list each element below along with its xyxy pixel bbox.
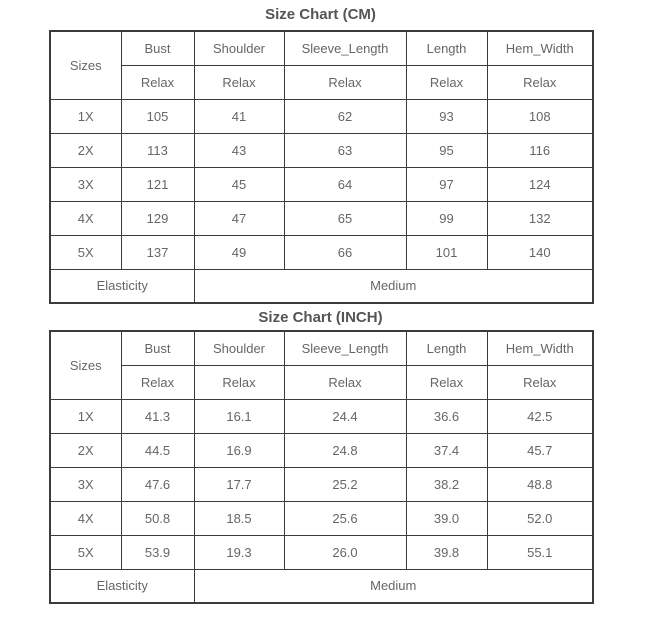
shoulder-value-cell: 17.7 bbox=[194, 467, 284, 501]
fit-cell: Relax bbox=[487, 365, 593, 399]
shoulder-value-cell: 19.3 bbox=[194, 535, 284, 569]
length-value-cell: 38.2 bbox=[406, 467, 487, 501]
column-header-hem-width: Hem_Width bbox=[487, 31, 593, 65]
table-row bbox=[50, 99, 593, 133]
shoulder-value-cell: 18.5 bbox=[194, 501, 284, 535]
table-row bbox=[50, 133, 593, 167]
column-header-bust: Bust bbox=[121, 31, 194, 65]
bust-value-cell: 105 bbox=[121, 99, 194, 133]
fit-header-row bbox=[50, 365, 593, 399]
bust-value-cell: 53.9 bbox=[121, 535, 194, 569]
elasticity-label-cell: Elasticity bbox=[50, 269, 194, 303]
sleeve-length-value-cell: 24.8 bbox=[284, 433, 406, 467]
length-value-cell: 37.4 bbox=[406, 433, 487, 467]
column-header-sleeve-length: Sleeve_Length bbox=[284, 31, 406, 65]
hem-width-value-cell: 42.5 bbox=[487, 399, 593, 433]
length-value-cell: 97 bbox=[406, 167, 487, 201]
table-row bbox=[50, 235, 593, 269]
column-header-length: Length bbox=[406, 31, 487, 65]
bust-value-cell: 44.5 bbox=[121, 433, 194, 467]
table-row bbox=[50, 501, 593, 535]
size-label-cell: 3X bbox=[50, 467, 121, 501]
fit-cell: Relax bbox=[284, 65, 406, 99]
size-label-cell: 2X bbox=[50, 133, 121, 167]
length-value-cell: 93 bbox=[406, 99, 487, 133]
hem-width-value-cell: 132 bbox=[487, 201, 593, 235]
fit-cell: Relax bbox=[406, 365, 487, 399]
column-header-shoulder: Shoulder bbox=[194, 31, 284, 65]
column-header-sleeve-length: Sleeve_Length bbox=[284, 331, 406, 365]
shoulder-value-cell: 47 bbox=[194, 201, 284, 235]
sleeve-length-value-cell: 26.0 bbox=[284, 535, 406, 569]
shoulder-value-cell: 49 bbox=[194, 235, 284, 269]
fit-cell: Relax bbox=[194, 65, 284, 99]
hem-width-value-cell: 55.1 bbox=[487, 535, 593, 569]
sleeve-length-value-cell: 66 bbox=[284, 235, 406, 269]
bust-value-cell: 137 bbox=[121, 235, 194, 269]
shoulder-value-cell: 16.1 bbox=[194, 399, 284, 433]
size-label-cell: 4X bbox=[50, 201, 121, 235]
sleeve-length-value-cell: 64 bbox=[284, 167, 406, 201]
sleeve-length-value-cell: 63 bbox=[284, 133, 406, 167]
fit-cell: Relax bbox=[487, 65, 593, 99]
inch-chart-title: Size Chart (INCH) bbox=[258, 309, 383, 326]
hem-width-value-cell: 116 bbox=[487, 133, 593, 167]
size-label-cell: 5X bbox=[50, 235, 121, 269]
elasticity-row bbox=[50, 269, 593, 303]
shoulder-value-cell: 41 bbox=[194, 99, 284, 133]
sizes-corner-cell: Sizes bbox=[50, 331, 121, 399]
hem-width-value-cell: 124 bbox=[487, 167, 593, 201]
table-row bbox=[50, 535, 593, 569]
measurement-header-row bbox=[50, 331, 593, 365]
hem-width-value-cell: 45.7 bbox=[487, 433, 593, 467]
fit-cell: Relax bbox=[121, 65, 194, 99]
length-value-cell: 39.0 bbox=[406, 501, 487, 535]
length-value-cell: 95 bbox=[406, 133, 487, 167]
bust-value-cell: 121 bbox=[121, 167, 194, 201]
sleeve-length-value-cell: 25.2 bbox=[284, 467, 406, 501]
length-value-cell: 36.6 bbox=[406, 399, 487, 433]
table-row bbox=[50, 167, 593, 201]
fit-cell: Relax bbox=[121, 365, 194, 399]
sizes-corner-cell: Sizes bbox=[50, 31, 121, 99]
size-label-cell: 5X bbox=[50, 535, 121, 569]
sleeve-length-value-cell: 62 bbox=[284, 99, 406, 133]
sleeve-length-value-cell: 24.4 bbox=[284, 399, 406, 433]
shoulder-value-cell: 45 bbox=[194, 167, 284, 201]
length-value-cell: 39.8 bbox=[406, 535, 487, 569]
size-label-cell: 2X bbox=[50, 433, 121, 467]
length-value-cell: 101 bbox=[406, 235, 487, 269]
bust-value-cell: 41.3 bbox=[121, 399, 194, 433]
table-row bbox=[50, 467, 593, 501]
inch-size-chart-table bbox=[49, 330, 594, 604]
size-label-cell: 3X bbox=[50, 167, 121, 201]
hem-width-value-cell: 140 bbox=[487, 235, 593, 269]
fit-header-row bbox=[50, 65, 593, 99]
fit-cell: Relax bbox=[194, 365, 284, 399]
table-row bbox=[50, 433, 593, 467]
cm-chart-title: Size Chart (CM) bbox=[265, 6, 376, 23]
hem-width-value-cell: 52.0 bbox=[487, 501, 593, 535]
measurement-header-row bbox=[50, 31, 593, 65]
size-label-cell: 1X bbox=[50, 99, 121, 133]
bust-value-cell: 50.8 bbox=[121, 501, 194, 535]
size-label-cell: 4X bbox=[50, 501, 121, 535]
bust-value-cell: 47.6 bbox=[121, 467, 194, 501]
column-header-shoulder: Shoulder bbox=[194, 331, 284, 365]
fit-cell: Relax bbox=[406, 65, 487, 99]
table-row bbox=[50, 201, 593, 235]
hem-width-value-cell: 108 bbox=[487, 99, 593, 133]
shoulder-value-cell: 43 bbox=[194, 133, 284, 167]
column-header-hem-width: Hem_Width bbox=[487, 331, 593, 365]
length-value-cell: 99 bbox=[406, 201, 487, 235]
column-header-length: Length bbox=[406, 331, 487, 365]
elasticity-label-cell: Elasticity bbox=[50, 569, 194, 603]
sleeve-length-value-cell: 65 bbox=[284, 201, 406, 235]
fit-cell: Relax bbox=[284, 365, 406, 399]
bust-value-cell: 129 bbox=[121, 201, 194, 235]
bust-value-cell: 113 bbox=[121, 133, 194, 167]
elasticity-row bbox=[50, 569, 593, 603]
elasticity-value-cell: Medium bbox=[194, 269, 593, 303]
sleeve-length-value-cell: 25.6 bbox=[284, 501, 406, 535]
cm-size-chart-table bbox=[49, 30, 594, 304]
table-row bbox=[50, 399, 593, 433]
shoulder-value-cell: 16.9 bbox=[194, 433, 284, 467]
hem-width-value-cell: 48.8 bbox=[487, 467, 593, 501]
size-label-cell: 1X bbox=[50, 399, 121, 433]
elasticity-value-cell: Medium bbox=[194, 569, 593, 603]
column-header-bust: Bust bbox=[121, 331, 194, 365]
